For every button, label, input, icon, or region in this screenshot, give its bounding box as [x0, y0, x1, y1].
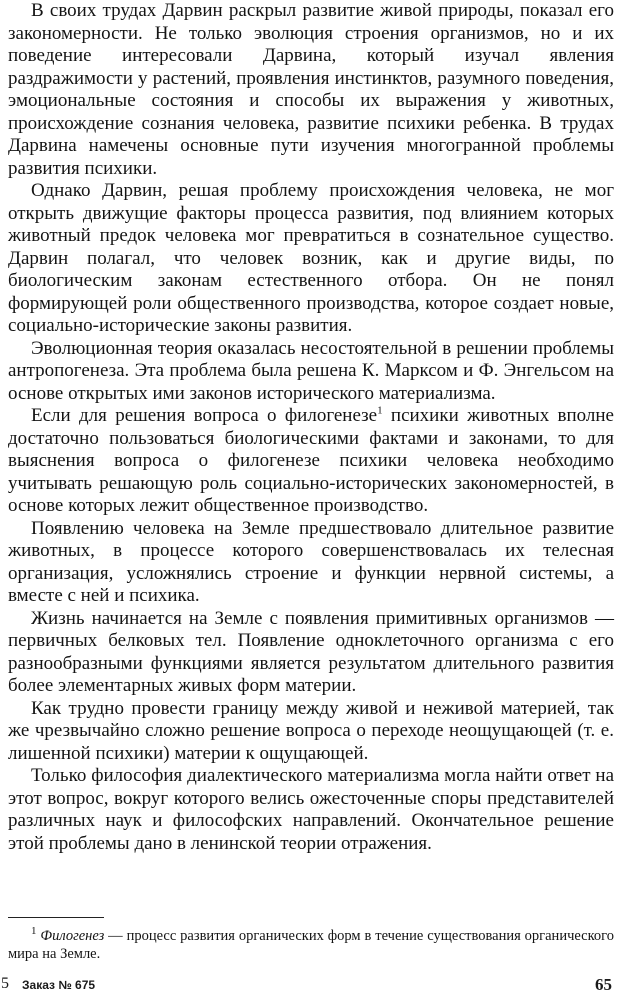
paragraph-darwin-limits: Однако Дарвин, решая проблему происхождения человека, не мог открыть движущие факторы процесса развития, под влиянием которых животный предок человека мог превратиться в сознательное существо. Дарвин полагал, что человек возник, как и другие виды, по биологическим законам естественного отбора. Он не понял формирующей роли общественного производства, которое создает новые, социально-исторические законы развития. [8, 180, 614, 336]
body-text [8, 0, 614, 855]
paragraph-phylogenesis-start: Если для решения вопроса о филогенезе [31, 405, 378, 426]
signature-digit: 5 [1, 975, 9, 992]
paragraph-living-nonliving: Как трудно провести границу между живой и неживой материей, так же чрезвычайно сложно решение вопроса о переходе неощущающей (т. е. лишенной психики) материи к ощущающей. [8, 697, 614, 764]
footnote-divider [8, 917, 104, 918]
footnote [8, 927, 614, 963]
footnote-term: Филогенез [40, 928, 105, 944]
footnote-marker: 1 [31, 925, 37, 938]
paragraph-darwin-works: В своих трудах Дарвин раскрыл развитие живой природы, показал его закономерности. Не только эволюция строения организмов, но и их поведение интересовали Дарвина, который изучал явления раздражимости у растений, проявления инстинктов, разумного поведения, эмоциональные состояния и способы их выражения у животных, происхождение сознания человека, развитие психики ребенка. В трудах Дарвина намечены основные пути изучения многогранной проблемы развития психики. [8, 0, 614, 179]
paragraph-human-appearance: Появлению человека на Земле предшествовало длительное развитие животных, в процессе которого совершенствовалась их телесная организация, усложнялись строение и функции нервной системы, а вместе с ней и психика. [8, 517, 614, 606]
page-footer [0, 973, 620, 993]
paragraph-evolution-theory: Эволюционная теория оказалась несостоятельной в решении проблемы антропогенеза. Эта проблема была решена К. Марксом и Ф. Энгельсом на основе открытых ими законов исторического материализма. [8, 337, 614, 404]
footnote-reference: 1 [377, 404, 383, 417]
paragraph-life-origin: Жизнь начинается на Земле с появления примитивных организмов — первичных белковых тел. Появление одноклеточного организма с его разнообразными функциями является результатом длительного развития более элементарных живых форм материи. [8, 607, 614, 696]
print-order: Заказ № 675 [22, 978, 96, 992]
paragraph-phylogenesis-rest: психики животных вполне достаточно пользоваться биологическими фактами и законами, то для выяснения вопроса о филогенезе психики человека необходимо учитывать решающую роль социально-исторических закономерностей, в основе которых лежит общественное производство. [8, 405, 614, 516]
paragraph-phylogenesis [8, 405, 614, 518]
footnote-text: — процесс развития органических форм в течение существования органического мира на Земле. [8, 928, 614, 962]
page-number: 65 [595, 975, 612, 994]
paragraph-dialectical-materialism: Только философия диалектического материализма могла найти ответ на этот вопрос, вокруг которого велись ожесточенные споры представителей различных наук и философских направлений. Окончательное решение этой проблемы дано в ленинской теории отражения. [8, 765, 614, 854]
